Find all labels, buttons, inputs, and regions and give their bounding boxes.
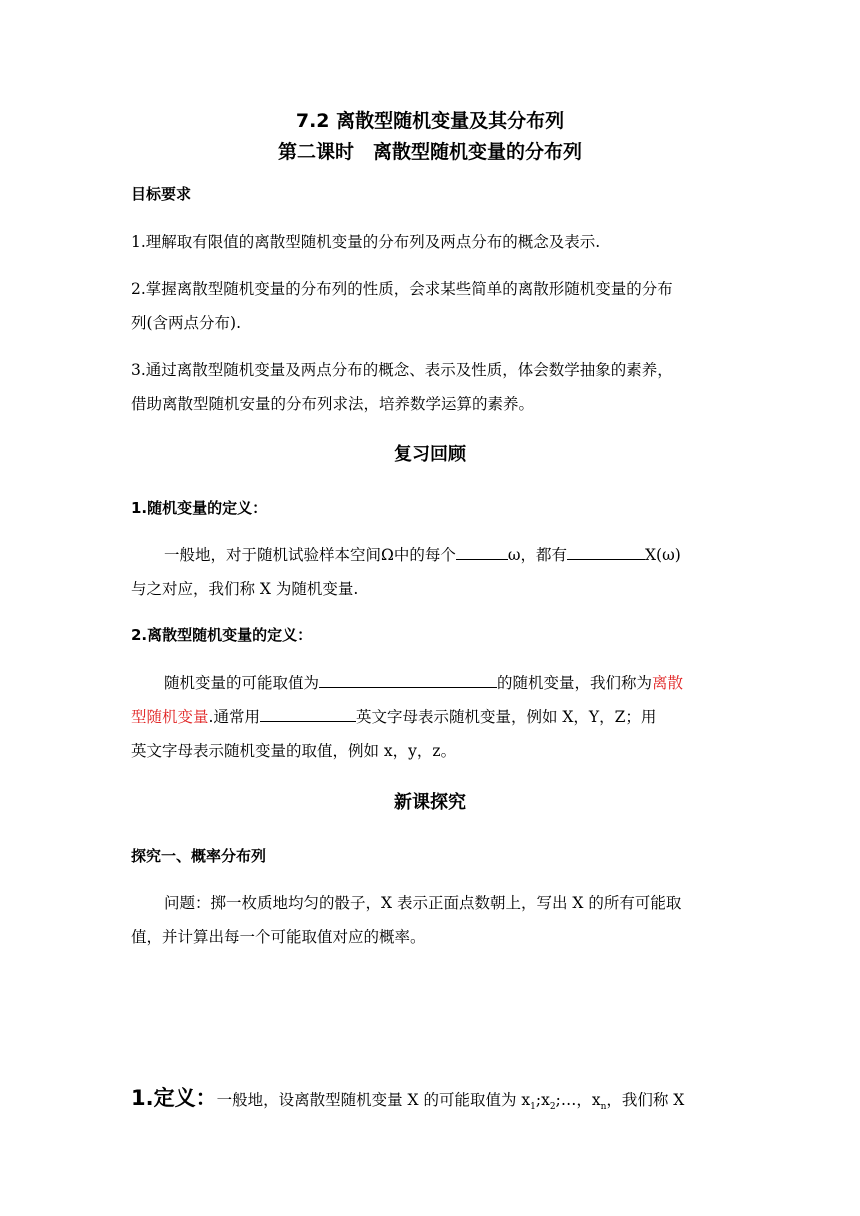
text-fragment: 英文字母表示随机变量，例如 X，Y，Z；用 — [355, 708, 657, 726]
new-lesson-heading: 新课探究 — [394, 792, 466, 813]
review-paragraph-2-line-1 — [164, 671, 683, 693]
goal-item-2-line-1: 2.掌握离散型随机变量的分布列的性质，会求某些简单的离散形随机变量的分布 — [131, 280, 673, 298]
goal-item-3-line-1: 3.通过离散型随机变量及两点分布的概念、表示及性质，体会数学抽象的素养， — [131, 361, 673, 379]
fill-blank[interactable] — [260, 706, 356, 722]
text-fragment: X(ω) — [645, 546, 681, 564]
question-line-1: 问题：掷一枚质地均匀的骰子，X 表示正面点数朝上，写出 X 的所有可能取 — [164, 894, 682, 912]
highlight-term: 离散 — [652, 674, 684, 692]
fill-blank[interactable] — [319, 672, 497, 688]
definition-label: 定义： — [153, 1086, 217, 1110]
text-fragment: ω，都有 — [507, 546, 567, 564]
text-fragment: 一般地，对于随机试验样本空间Ω中的每个 — [164, 546, 456, 564]
review-paragraph-2-line-3: 英文字母表示随机变量的取值，例如 x，y，z。 — [131, 742, 457, 760]
definition-line — [131, 1082, 684, 1112]
fill-blank[interactable] — [567, 544, 645, 560]
explore-sub-1: 探究一、概率分布列 — [131, 847, 267, 865]
goals-heading: 目标要求 — [131, 185, 192, 203]
text-fragment: ;x — [535, 1091, 550, 1109]
highlight-term: 型随机变量 — [131, 708, 209, 726]
definition-number: 1. — [131, 1086, 154, 1110]
subscript: 1 — [530, 1102, 536, 1113]
review-sub-2: 2.离散型随机变量的定义： — [131, 626, 313, 644]
goal-item-1: 1.理解取有限值的离散型随机变量的分布列及两点分布的概念及表示. — [131, 233, 601, 251]
text-fragment: 一般地，设离散型随机变量 X 的可能取值为 x — [216, 1091, 531, 1109]
text-fragment: .通常用 — [208, 708, 260, 726]
review-paragraph-1-line-1 — [164, 543, 681, 565]
title-line-2: 第二课时 离散型随机变量的分布列 — [277, 141, 582, 163]
goal-item-3-line-2: 借助离散型随机安量的分布列求法，培养数学运算的素养。 — [131, 395, 535, 413]
title-line-1: 7.2 离散型随机变量及其分布列 — [295, 110, 565, 132]
question-line-2: 值，并计算出每一个可能取值对应的概率。 — [131, 928, 426, 946]
subscript: 2 — [549, 1102, 556, 1113]
review-paragraph-2-line-2 — [131, 705, 656, 727]
review-heading: 复习回顾 — [394, 444, 466, 465]
text-fragment: ，我们称 X — [606, 1091, 685, 1109]
review-paragraph-1-line-2: 与之对应，我们称 X 为随机变量. — [131, 580, 359, 598]
text-fragment: ;…，x — [555, 1091, 601, 1109]
subscript: n — [600, 1102, 607, 1113]
review-sub-1: 1.随机变量的定义： — [131, 499, 268, 517]
text-fragment: 随机变量的可能取值为 — [164, 674, 320, 692]
text-fragment: 的随机变量，我们称为 — [497, 674, 653, 692]
goal-item-2-line-2: 列(含两点分布). — [131, 314, 242, 332]
fill-blank[interactable] — [456, 544, 508, 560]
